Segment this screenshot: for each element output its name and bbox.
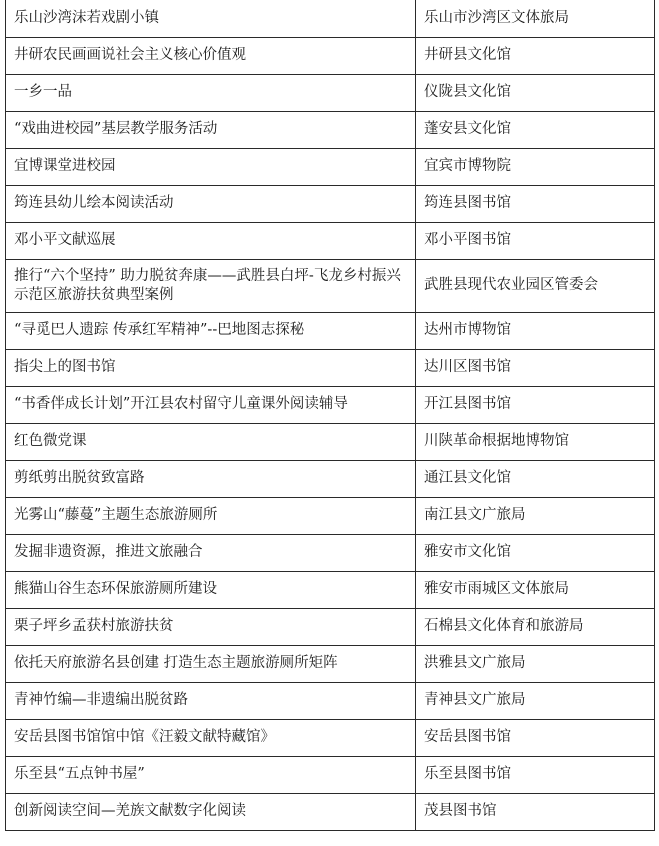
project-name-cell: “寻觅巴人遗踪 传承红军精神”--巴地图志探秘 xyxy=(6,312,416,349)
project-name-cell: 熊猫山谷生态环保旅游厕所建设 xyxy=(6,571,416,608)
project-name-cell: 乐至县“五点钟书屋” xyxy=(6,756,416,793)
project-name-cell: 青神竹编—非遗编出脱贫路 xyxy=(6,682,416,719)
unit-name-cell: 宜宾市博物院 xyxy=(416,148,655,185)
table-row xyxy=(6,0,655,37)
unit-name-cell: 茂县图书馆 xyxy=(416,793,655,830)
unit-name-cell: 达州市博物馆 xyxy=(416,312,655,349)
project-name-cell: 推行“六个坚持” 助力脱贫奔康——武胜县白坪-飞龙乡村振兴示范区旅游扶贫典型案例 xyxy=(6,259,416,312)
table-row xyxy=(6,148,655,185)
table-row xyxy=(6,534,655,571)
unit-name-cell: 青神县文广旅局 xyxy=(416,682,655,719)
unit-name-cell: 蓬安县文化馆 xyxy=(416,111,655,148)
unit-name-cell: 筠连县图书馆 xyxy=(416,185,655,222)
project-name-cell: 栗子坪乡孟获村旅游扶贫 xyxy=(6,608,416,645)
unit-name-cell: 石棉县文化体育和旅游局 xyxy=(416,608,655,645)
table-row xyxy=(6,756,655,793)
project-name-cell: 井研农民画画说社会主义核心价值观 xyxy=(6,37,416,74)
project-name-cell: 创新阅读空间—羌族文献数字化阅读 xyxy=(6,793,416,830)
project-name-cell: 乐山沙湾沫若戏剧小镇 xyxy=(6,0,416,37)
table-row xyxy=(6,37,655,74)
table-row xyxy=(6,74,655,111)
table-row xyxy=(6,608,655,645)
unit-name-cell: 通江县文化馆 xyxy=(416,460,655,497)
project-name-cell: “戏曲进校园”基层教学服务活动 xyxy=(6,111,416,148)
unit-name-cell: 雅安市雨城区文体旅局 xyxy=(416,571,655,608)
unit-name-cell: 洪雅县文广旅局 xyxy=(416,645,655,682)
unit-name-cell: 邓小平图书馆 xyxy=(416,222,655,259)
table-row xyxy=(6,645,655,682)
project-table-body xyxy=(6,0,655,830)
project-name-cell: 邓小平文献巡展 xyxy=(6,222,416,259)
project-name-cell: 宜博课堂进校园 xyxy=(6,148,416,185)
project-name-cell: 剪纸剪出脱贫致富路 xyxy=(6,460,416,497)
unit-name-cell: 雅安市文化馆 xyxy=(416,534,655,571)
table-row xyxy=(6,682,655,719)
table-row xyxy=(6,185,655,222)
table-row xyxy=(6,222,655,259)
project-name-cell: 指尖上的图书馆 xyxy=(6,349,416,386)
unit-name-cell: 安岳县图书馆 xyxy=(416,719,655,756)
unit-name-cell: 乐山市沙湾区文体旅局 xyxy=(416,0,655,37)
project-table xyxy=(5,0,655,831)
table-row xyxy=(6,793,655,830)
unit-name-cell: 乐至县图书馆 xyxy=(416,756,655,793)
table-row xyxy=(6,460,655,497)
unit-name-cell: 南江县文广旅局 xyxy=(416,497,655,534)
table-row xyxy=(6,719,655,756)
project-name-cell: 筠连县幼儿绘本阅读活动 xyxy=(6,185,416,222)
table-row xyxy=(6,111,655,148)
unit-name-cell: 井研县文化馆 xyxy=(416,37,655,74)
table-row xyxy=(6,497,655,534)
project-name-cell: 依托天府旅游名县创建 打造生态主题旅游厕所矩阵 xyxy=(6,645,416,682)
project-name-cell: 光雾山“藤蔓”主题生态旅游厕所 xyxy=(6,497,416,534)
project-name-cell: 一乡一品 xyxy=(6,74,416,111)
unit-name-cell: 达川区图书馆 xyxy=(416,349,655,386)
table-row xyxy=(6,259,655,312)
table-row xyxy=(6,349,655,386)
unit-name-cell: 仪陇县文化馆 xyxy=(416,74,655,111)
table-row xyxy=(6,386,655,423)
project-name-cell: “书香伴成长计划”开江县农村留守儿童课外阅读辅导 xyxy=(6,386,416,423)
table-row xyxy=(6,571,655,608)
table-row xyxy=(6,312,655,349)
project-name-cell: 红色微党课 xyxy=(6,423,416,460)
project-name-cell: 安岳县图书馆馆中馆《汪毅文献特藏馆》 xyxy=(6,719,416,756)
unit-name-cell: 开江县图书馆 xyxy=(416,386,655,423)
table-row xyxy=(6,423,655,460)
unit-name-cell: 川陕革命根据地博物馆 xyxy=(416,423,655,460)
unit-name-cell: 武胜县现代农业园区管委会 xyxy=(416,259,655,312)
project-name-cell: 发掘非遗资源，推进文旅融合 xyxy=(6,534,416,571)
